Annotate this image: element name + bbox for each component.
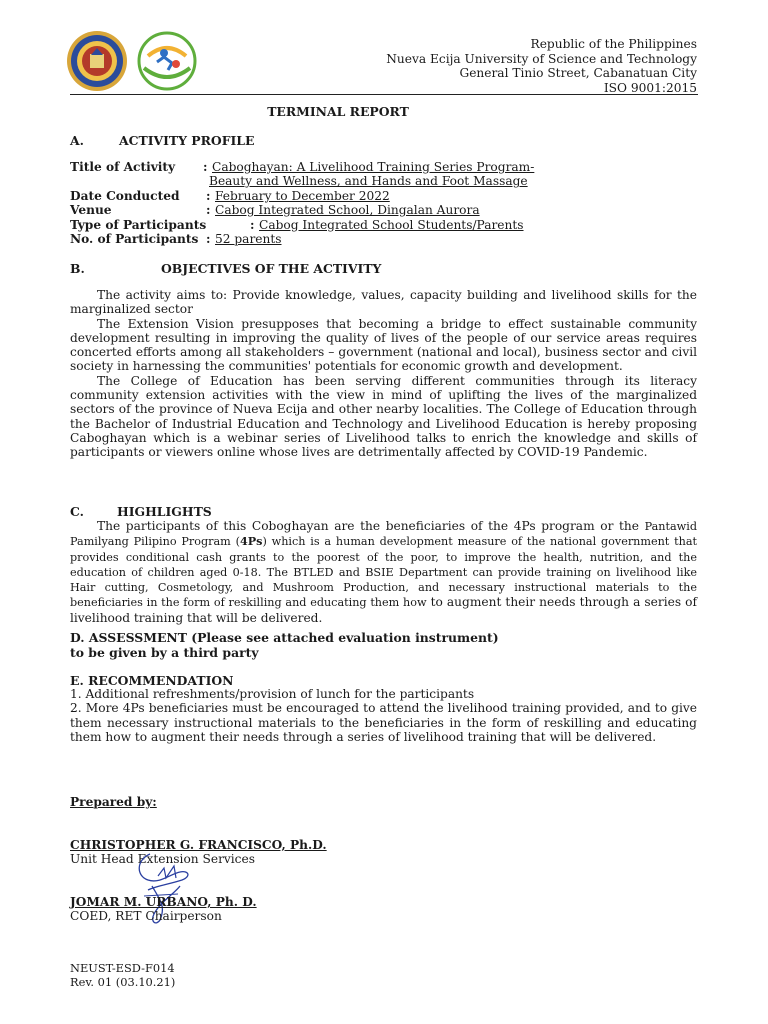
profile-label: No. of Participants (70, 231, 199, 246)
letterhead (386, 37, 697, 95)
objectives-paragraph-2: The Extension Vision presupposes that becoming a bridge to effect sustainable community development resulting in improving the quality of lives of the people of our service areas requires concerted efforts among all stakeholders – government (national and local), business sector and civil society in harnessing the communities' potentials for economic growth and development. (70, 316, 697, 374)
section-b-title: OBJECTIVES OF THE ACTIVITY (161, 261, 382, 276)
assessment-subheading: to be given by a third party (70, 645, 259, 660)
profile-label: Type of Participants (70, 217, 207, 232)
signatory-1-name: CHRISTOPHER G. FRANCISCO, Ph.D. (70, 838, 327, 852)
profile-value: February to December 2022 (215, 188, 390, 203)
recommendation-heading: E. RECOMMENDATION (70, 673, 234, 688)
profile-colon: : (206, 231, 211, 246)
extension-logo-icon (139, 33, 195, 89)
highlights-details: ) which is a human development measure of the national government that provides conditional cash grants to the poorest of the poor, to improve the health, nutrition, and the education of children aged 0-18. The BTLED and BSIE Department can provide training on livelihood like Hair cutting, Cosmetology, and Mushroom Production, and necessary instructional materials to the beneficiaries in the form of reskilling and educating them how (70, 535, 697, 610)
assessment-heading: D. ASSESSMENT (Please see attached evaluation instrument) (70, 630, 499, 645)
report-title: TERMINAL REPORT (267, 104, 409, 119)
recommendation-item: 1. Additional refreshments/provision of lunch for the participants (70, 687, 475, 701)
form-footer (70, 962, 175, 989)
profile-label: Date Conducted (70, 188, 180, 203)
header-divider (70, 94, 698, 95)
university-name: Nueva Ecija University of Science and Technology (386, 51, 697, 66)
iso-certification: ISO 9001:2015 (603, 80, 697, 95)
form-revision: Rev. 01 (03.10.21) (70, 974, 176, 989)
recommendation-list (70, 687, 697, 744)
highlights-4ps-program: Pantawid Pamilyang Pilipino Program ( (70, 520, 697, 549)
form-code: NEUST-ESD-F014 (70, 961, 175, 975)
republic-line: Republic of the Philippines (530, 37, 697, 51)
signatory-2-name: JOMAR M. URBANO, Ph. D. (70, 895, 257, 909)
profile-colon: : (203, 160, 208, 174)
section-a-title: ACTIVITY PROFILE (119, 133, 255, 148)
profile-value: 52 parents (215, 231, 282, 246)
objectives-paragraph-3: The College of Education has been serving different communities through its literacy community extension activities with the view in mind of uplifting the lives of the marginalized sectors of the province of Nueva Ecija and other nearby localities. The College of Education through the Bachelor of Industrial Education and Technology and Livelihood Education is hereby proposing Caboghayan which is a webinar series of Livelihood talks to enrich the knowledge and skills of participants or viewers online whose lives are detrimentally affected by COVID-19 Pandemic. (70, 373, 697, 460)
signatory-1-position: Unit Head Extension Services (70, 852, 255, 867)
profile-value: Cabog Integrated School Students/Parents (259, 217, 524, 232)
profile-value: Caboghayan: A Livelihood Training Series Program- (212, 160, 535, 174)
profile-value: Cabog Integrated School, Dingalan Aurora (215, 203, 480, 218)
university-logos (64, 30, 204, 92)
highlights-lead: The participants of this Coboghayan are the beneficiaries of the 4Ps program or the (97, 519, 639, 533)
section-c-letter: C. (70, 504, 84, 519)
profile-colon: : (250, 217, 255, 232)
section-c-title: HIGHLIGHTS (117, 504, 212, 519)
objectives-body (70, 288, 697, 460)
highlights-4ps-acronym: 4Ps (239, 534, 263, 549)
highlights-tail: to augment their needs through a series of livelihood training that will be delivered. (70, 595, 698, 625)
neust-seal-icon (67, 31, 127, 91)
signatory-2 (70, 895, 257, 924)
signatory-2-position: COED, RET Chairperson (70, 909, 222, 924)
university-address: General Tinio Street, Cabanatuan City (459, 66, 697, 81)
recommendation-item: 2. More 4Ps beneficiaries must be encouraged to attend the livelihood training provided, and to give them necessary instructional materials to the beneficiaries in the form of reskilling and educating them how to augment their needs through a series of livelihood training that will be delivered. (70, 701, 697, 744)
prepared-by-label: Prepared by: (70, 795, 157, 809)
profile-colon: : (206, 188, 211, 203)
objectives-paragraph-1: The activity aims to: Provide knowledge, values, capacity building and livelihood skills for the marginalized sector (70, 288, 697, 317)
profile-label: Title of Activity (70, 160, 176, 174)
profile-label: Venue (70, 203, 112, 218)
profile-value: Beauty and Wellness, and Hands and Foot Massage (209, 174, 528, 189)
highlights-paragraph (70, 519, 697, 625)
section-a-letter: A. (70, 133, 84, 148)
profile-colon: : (206, 203, 211, 218)
section-b-letter: B. (70, 261, 85, 276)
